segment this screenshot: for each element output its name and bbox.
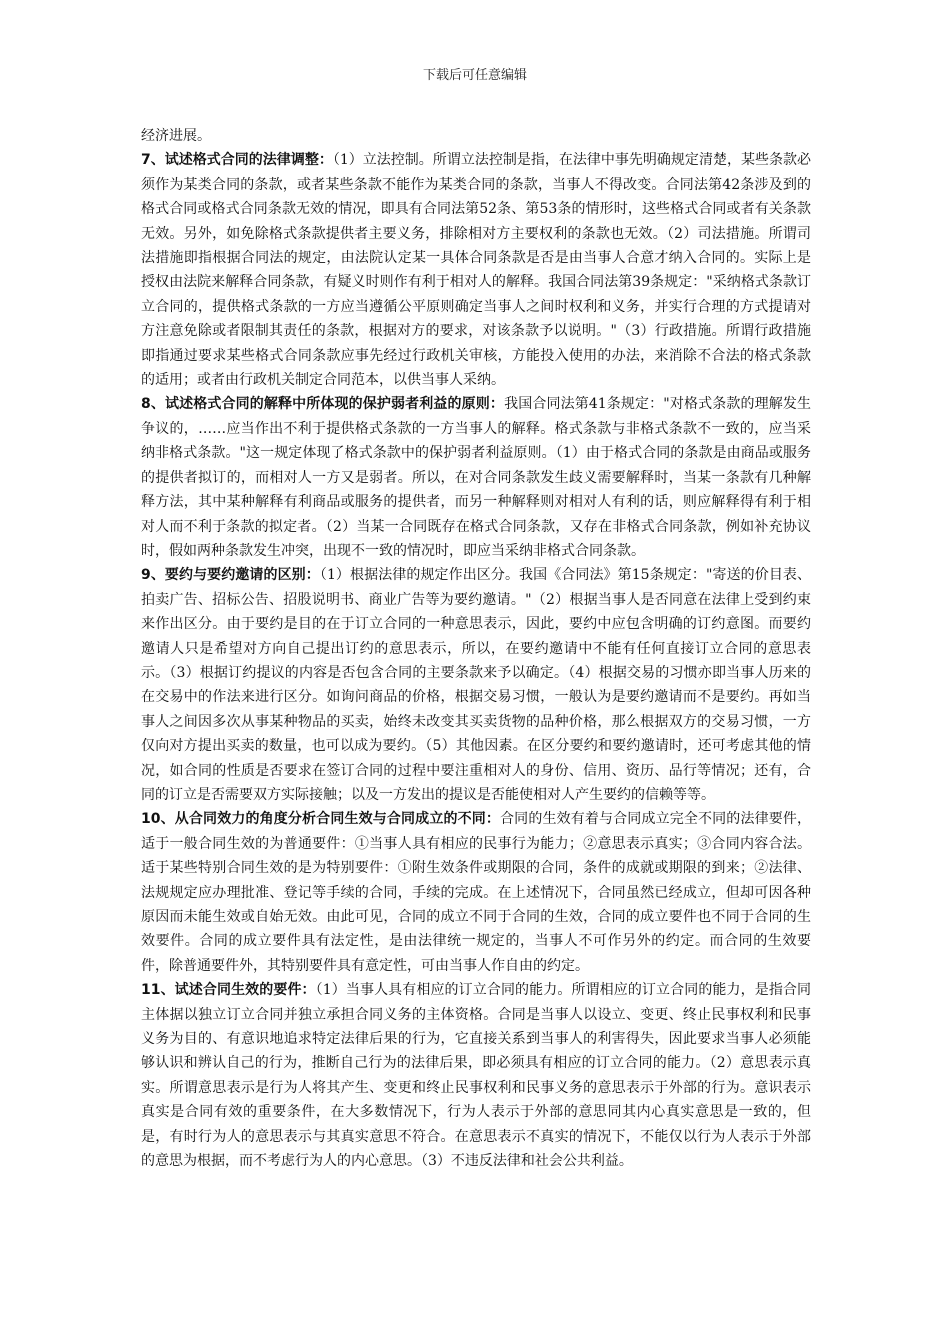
paragraph-body: 经济进展。	[141, 128, 211, 144]
paragraph-section-9	[141, 563, 811, 807]
paragraph-continuation	[141, 124, 811, 148]
paragraph-body: （1）立法控制。所谓立法控制是指，在法律中事先明确规定清楚，某些条款必须作为某类合同的条款，或者某些条款不能作为某类合同的条款，当事人不得改变。合同法第42条涉及到的格式合同或格式合同条款无效的情况，即具有合同法第52条、第53条的情形时，这些格式合同或者有关条款无效。另外，如免除格式条款提供者主要义务，排除相对方主要权利的条款也无效。（2）司法措施。所谓司法措施即指根据合同法的规定，由法院认定某一具体合同条款是否是由当事人合意才纳入合同的。实际上是授权由法院来解释合同条款，有疑义时则作有利于相对人的解释。我国合同法第39条规定："采纳格式条款订立合同的，提供格式条款的一方应当遵循公平原则确定当事人之间时权利和义务，并实行合理的方式提请对方注意免除或者限制其责任的条款，根据对方的要求，对该条款予以说明。"（3）行政措施。所谓行政措施即指通过要求某些格式合同条款应事先经过行政机关审核，方能投入使用的办法，来消除不合法的格式条款的适用；或者由行政机关制定合同范本，以供当事人采纳。	[141, 152, 811, 389]
paragraph-body: （1）当事人具有相应的订立合同的能力。所谓相应的订立合同的能力，是指合同主体据以独立订立合同并独立承担合同义务的主体资格。合同是当事人以设立、变更、终止民事权利和民事义务为目的、有意识地追求特定法律后果的行为，它直接关系到当事人的利害得失，因此要求当事人必须能够认识和辨认自己的行为，推断自己行为的法律后果，即必须具有相应的订立合同的能力。（2）意思表示真实。所谓意思表示是行为人将其产生、变更和终止民事权利和民事义务的意思表示于外部的行为。意识表示真实是合同有效的重要条件，在大多数情况下，行为人表示于外部的意思同其内心真实意思是一致的，但是，有时行为人的意思表示与其真实意思不符合。在意思表示不真实的情况下，不能仅以行为人表示于外部的意思为根据，而不考虑行为人的内心意思。（3）不违反法律和社会公共利益。	[141, 982, 812, 1170]
document-body	[141, 124, 811, 1173]
paragraph-section-11	[141, 978, 811, 1173]
paragraph-body: 我国合同法第41条规定："对格式条款的理解发生争议的，……应当作出不利于提供格式条款的一方当事人的解释。格式条款与非格式条款不一致的，应当采纳非格式条款。"这一规定体现了格式条款中的保护弱者利益原则。（1）由于格式合同的条款是由商品或服务的提供者拟订的，而相对人一方又是弱者。所以，在对合同条款发生歧义需要解释时，当某一条款有几种解释方法，其中某种解释有利商品或服务的提供者，而另一种解释则对相对人有利的话，则应解释得有利于相对人而不利于条款的拟定者。（2）当某一合同既存在格式合同条款，又存在非格式合同条款，例如补充协议时，假如两种条款发生冲突，出现不一致的情况时，即应当采纳非格式合同条款。	[141, 396, 811, 559]
paragraph-section-7	[141, 148, 811, 392]
section-heading: 7、试述格式合同的法律调整：	[141, 152, 333, 169]
section-heading: 9、要约与要约邀请的区别：	[141, 567, 320, 584]
paragraph-section-10	[141, 807, 811, 978]
section-heading: 10、从合同效力的角度分析合同生效与合同成立的不同：	[141, 811, 501, 828]
section-heading: 8、试述格式合同的解释中所体现的保护弱者利益的原则：	[141, 396, 505, 413]
paragraph-section-8	[141, 392, 811, 563]
paragraph-body: 合同的生效有着与合同成立完全不同的法律要件，适于一般合同生效的为普通要件：①当事人具有相应的民事行为能力；②意思表示真实；③合同内容合法。适于某些特别合同生效的是为特别要件：①附生效条件或期限的合同，条件的成就或期限的到来；②法律、法规规定应办理批准、登记等手续的合同，手续的完成。在上述情况下，合同虽然已经成立，但却可因各种原因而未能生效或自始无效。由此可见，合同的成立不同于合同的生效，合同的成立要件也不同于合同的生效要件。合同的成立要件具有法定性，是由法律统一规定的，当事人不可作另外的约定。而合同的生效要件，除普通要件外，其特别要件具有意定性，可由当事人作自由的约定。	[141, 811, 812, 974]
page-header: 下载后可任意编辑	[422, 68, 527, 83]
paragraph-body: （1）根据法律的规定作出区分。我国《合同法》第15条规定："寄送的价目表、拍卖广告、招标公告、招股说明书、商业广告等为要约邀请。"（2）根据当事人是否同意在法律上受到约束来作出区分。由于要约是目的在于订立合同的一种意思表示，因此，要约中应包含明确的订约意图。而要约邀请人只是希望对方向自己提出订约的意思表示，所以，在要约邀请中不能有任何直接订立合同的意思表示。（3）根据订约提议的内容是否包含合同的主要条款来予以确定。（4）根据交易的习惯亦即当事人历来的在交易中的作法来进行区分。如询问商品的价格，根据交易习惯，一般认为是要约邀请而不是要约。再如当事人之间因多次从事某种物品的买卖，始终未改变其买卖货物的品种价格，那么根据双方的交易习惯，一方仅向对方提出买卖的数量，也可以成为要约。（5）其他因素。在区分要约和要约邀请时，还可考虑其他的情况，如合同的性质是否要求在签订合同的过程中要注重相对人的身份、信用、资历、品行等情况；还有，合同的订立是否需要双方实际接触；以及一方发出的提议是否能使相对人产生要约的信赖等等。	[141, 567, 811, 803]
section-heading: 11、试述合同生效的要件：	[141, 982, 316, 999]
